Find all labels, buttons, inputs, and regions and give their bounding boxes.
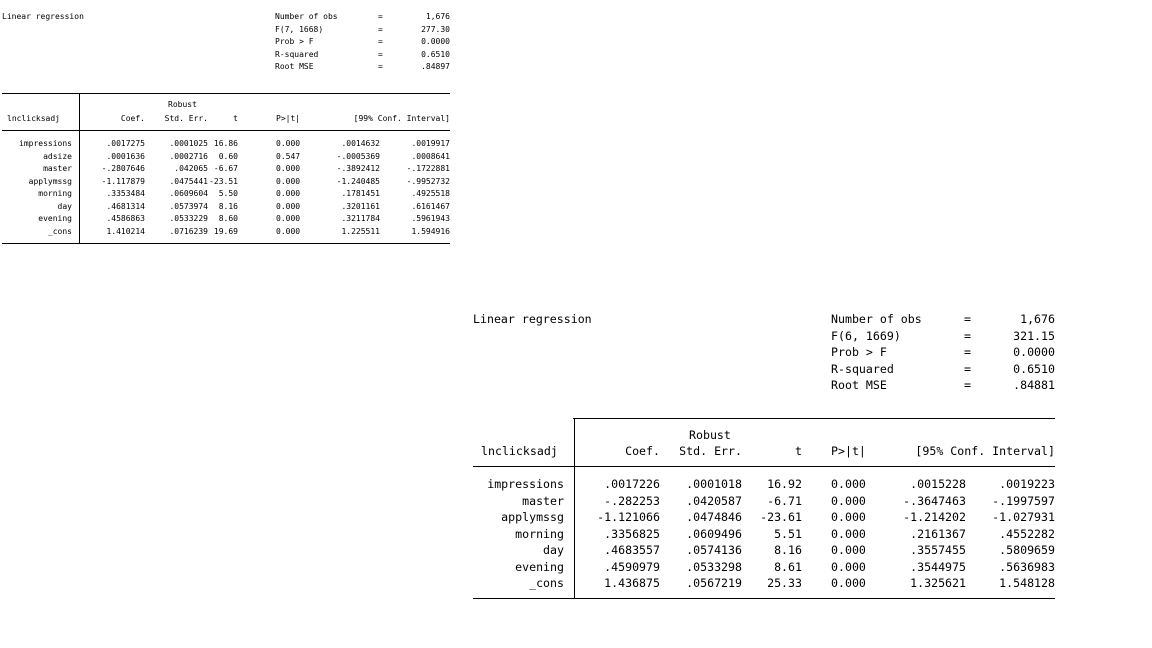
std-err-value: .0475441 [169,176,208,186]
regression-title: Linear regression [2,12,84,21]
t-value: 5.51 [774,526,802,541]
t-value: 8.60 [218,214,238,223]
variable-name: _cons [529,576,564,590]
coef-value: 1.410214 [106,226,145,236]
table-row [2,214,450,225]
std-err-value: .0573974 [169,201,208,211]
ci-upper: .0019917 [411,139,450,148]
table-row [2,164,450,175]
stat-equals: = [964,312,971,326]
stat-value: 0.6510 [1013,361,1055,376]
stat-label: Number of obs [831,312,922,326]
table-row [2,139,450,150]
p-value: 0.000 [276,164,301,173]
ci-lower: 1.325621 [910,576,966,590]
p-value: 0.547 [276,151,301,161]
robust-label: Robust [168,100,197,109]
coef-value: -.282253 [604,493,660,508]
ci-upper: -.9952732 [406,176,450,186]
table-row [2,227,450,238]
ci-upper: .4552282 [999,526,1055,541]
stat-equals: = [378,12,383,21]
stat-label: R-squared [275,49,319,59]
stat-value: 0.0000 [421,37,450,46]
ci-lower: .2161367 [910,526,966,541]
coef-value: .4586863 [106,214,145,223]
table-row [2,189,450,200]
ci-upper: 1.594916 [411,226,450,236]
stat-label: R-squared [831,361,894,376]
std-err-value: .0002716 [169,151,208,161]
table-row [473,510,1055,526]
stat-value: 1,676 [425,12,450,21]
coef-value: -1.117879 [101,176,145,186]
std-err-value: .0001018 [686,477,742,491]
coef-value: .0001636 [106,151,145,161]
t-value: -6.71 [767,493,802,508]
ci-upper: -.1722881 [406,164,450,173]
std-err-value: .0420587 [686,493,742,508]
table-row [2,177,450,188]
coef-value: 1.436875 [604,576,660,590]
stat-value: 0.6510 [421,49,450,59]
stat-value: .84881 [1013,378,1055,392]
ci-lower: .3211784 [341,214,380,223]
coef-value: -.2807646 [101,164,145,173]
stat-label: F(6, 1669) [831,328,901,343]
variable-name: impressions [19,139,72,148]
ci-lower: -.0005369 [336,151,380,161]
stat-label: F(7, 1668) [275,24,324,34]
column-header-se: Std. Err. [679,444,742,458]
p-value: 0.000 [276,226,301,236]
std-err-value: .0574136 [686,543,742,557]
header-rule [2,130,450,131]
ci-upper: .6161467 [411,201,450,211]
stat-value: 0.0000 [1013,345,1055,359]
variable-name: master [43,164,72,173]
table-bottom-rule [2,243,450,244]
t-value: 16.86 [213,139,238,148]
table-row [473,477,1055,493]
table-row [473,543,1055,559]
ci-lower: .3201161 [341,201,380,211]
variable-name: applymssg [28,176,72,186]
stat-label: Prob > F [831,345,887,359]
std-err-value: .0567219 [686,576,742,590]
stat-equals: = [378,24,383,34]
table-bottom-rule [473,598,1055,599]
dependent-variable: lnclicksadj [7,114,60,123]
stat-value: 321.15 [1013,328,1055,343]
std-err-value: .0533229 [169,214,208,223]
column-header-coef: Coef. [625,444,660,458]
ci-upper: 1.548128 [999,576,1055,590]
p-value: 0.000 [276,139,301,148]
stat-equals: = [378,37,383,46]
std-err-value: .0716239 [169,226,208,236]
t-value: 8.16 [218,201,238,211]
ci-upper: -.1997597 [992,493,1055,508]
ci-lower: -1.240485 [336,176,380,186]
coef-value: .4590979 [604,559,660,574]
ci-upper: .4925518 [411,189,450,198]
column-header-p: P>|t| [831,444,866,458]
table-row [2,152,450,163]
coef-value: .0017275 [106,139,145,148]
t-value: 8.16 [774,543,802,557]
variable-name: master [522,493,564,508]
table-row [473,576,1055,592]
p-value: 0.000 [831,543,866,557]
p-value: 0.000 [831,477,866,491]
ci-lower: -.3647463 [903,493,966,508]
std-err-value: .0474846 [686,510,742,524]
p-value: 0.000 [276,189,301,198]
table-row [473,560,1055,576]
t-value: 16.92 [767,477,802,491]
variable-name: adsize [43,151,72,161]
dependent-variable: lnclicksadj [481,444,558,458]
stat-equals: = [964,328,971,343]
ci-lower: .1781451 [341,189,380,198]
std-err-value: .0001025 [169,139,208,148]
column-header-p: P>|t| [276,114,301,123]
column-header-ci: [99% Conf. Interval] [353,114,450,123]
coef-value: .3356825 [604,526,660,541]
ci-upper: .0008641 [411,151,450,161]
ci-lower: 1.225511 [341,226,380,236]
p-value: 0.000 [831,559,866,574]
stat-value: 1,676 [1020,312,1055,326]
variable-name: impressions [487,477,564,491]
stat-equals: = [378,49,383,59]
variable-name: evening [38,214,72,223]
t-value: 5.50 [218,189,238,198]
stat-label: Root MSE [275,62,314,71]
p-value: 0.000 [276,176,301,186]
stat-value: .84897 [421,62,450,71]
t-value: 0.60 [218,151,238,161]
ci-upper: -1.027931 [992,510,1055,524]
stat-equals: = [964,345,971,359]
table-row [473,494,1055,510]
ci-upper: .5961943 [411,214,450,223]
ci-lower: .0015228 [910,477,966,491]
ci-upper: .5809659 [999,543,1055,557]
variable-name: morning [38,189,72,198]
coef-value: .4681314 [106,201,145,211]
column-header-se: Std. Err. [164,114,208,123]
ci-lower: .3557455 [910,543,966,557]
std-err-value: .042065 [174,164,208,173]
column-header-ci: [95% Conf. Interval] [915,444,1055,458]
t-value: -23.51 [209,176,238,186]
column-header-t: t [233,114,238,123]
stat-equals: = [964,378,971,392]
stat-label: Number of obs [275,12,338,21]
table-row [473,527,1055,543]
ci-lower: .3544975 [910,559,966,574]
coef-value: -1.121066 [597,510,660,524]
coef-value: .3353484 [106,189,145,198]
coef-value: .4683557 [604,543,660,557]
regression-title: Linear regression [473,312,592,326]
variable-name: evening [515,559,564,574]
t-value: 25.33 [767,576,802,590]
variable-name: morning [515,526,564,541]
robust-label: Robust [689,428,731,442]
t-value: 19.69 [213,226,238,236]
variable-name: applymssg [501,510,564,524]
p-value: 0.000 [831,576,866,590]
header-rule [473,466,1055,467]
ci-lower: -1.214202 [903,510,966,524]
ci-upper: .5636983 [999,559,1055,574]
stat-equals: = [378,62,383,71]
t-value: -6.67 [213,164,238,173]
p-value: 0.000 [276,214,301,223]
p-value: 0.000 [276,201,301,211]
p-value: 0.000 [831,510,866,524]
column-header-t: t [795,444,802,458]
variable-name: day [57,201,72,211]
ci-upper: .0019223 [999,477,1055,491]
stat-label: Prob > F [275,37,314,46]
std-err-value: .0609496 [686,526,742,541]
table-top-rule [573,418,1055,419]
p-value: 0.000 [831,526,866,541]
table-top-rule [2,93,450,94]
t-value: 8.61 [774,559,802,574]
std-err-value: .0609604 [169,189,208,198]
variable-name: day [543,543,564,557]
p-value: 0.000 [831,493,866,508]
stat-value: 277.30 [421,24,450,34]
ci-lower: -.3892412 [336,164,380,173]
column-header-coef: Coef. [120,114,145,123]
stat-equals: = [964,361,971,376]
t-value: -23.61 [760,510,802,524]
variable-name: _cons [47,226,72,236]
ci-lower: .0014632 [341,139,380,148]
stat-label: Root MSE [831,378,887,392]
table-row [2,202,450,213]
std-err-value: .0533298 [686,559,742,574]
coef-value: .0017226 [604,477,660,491]
